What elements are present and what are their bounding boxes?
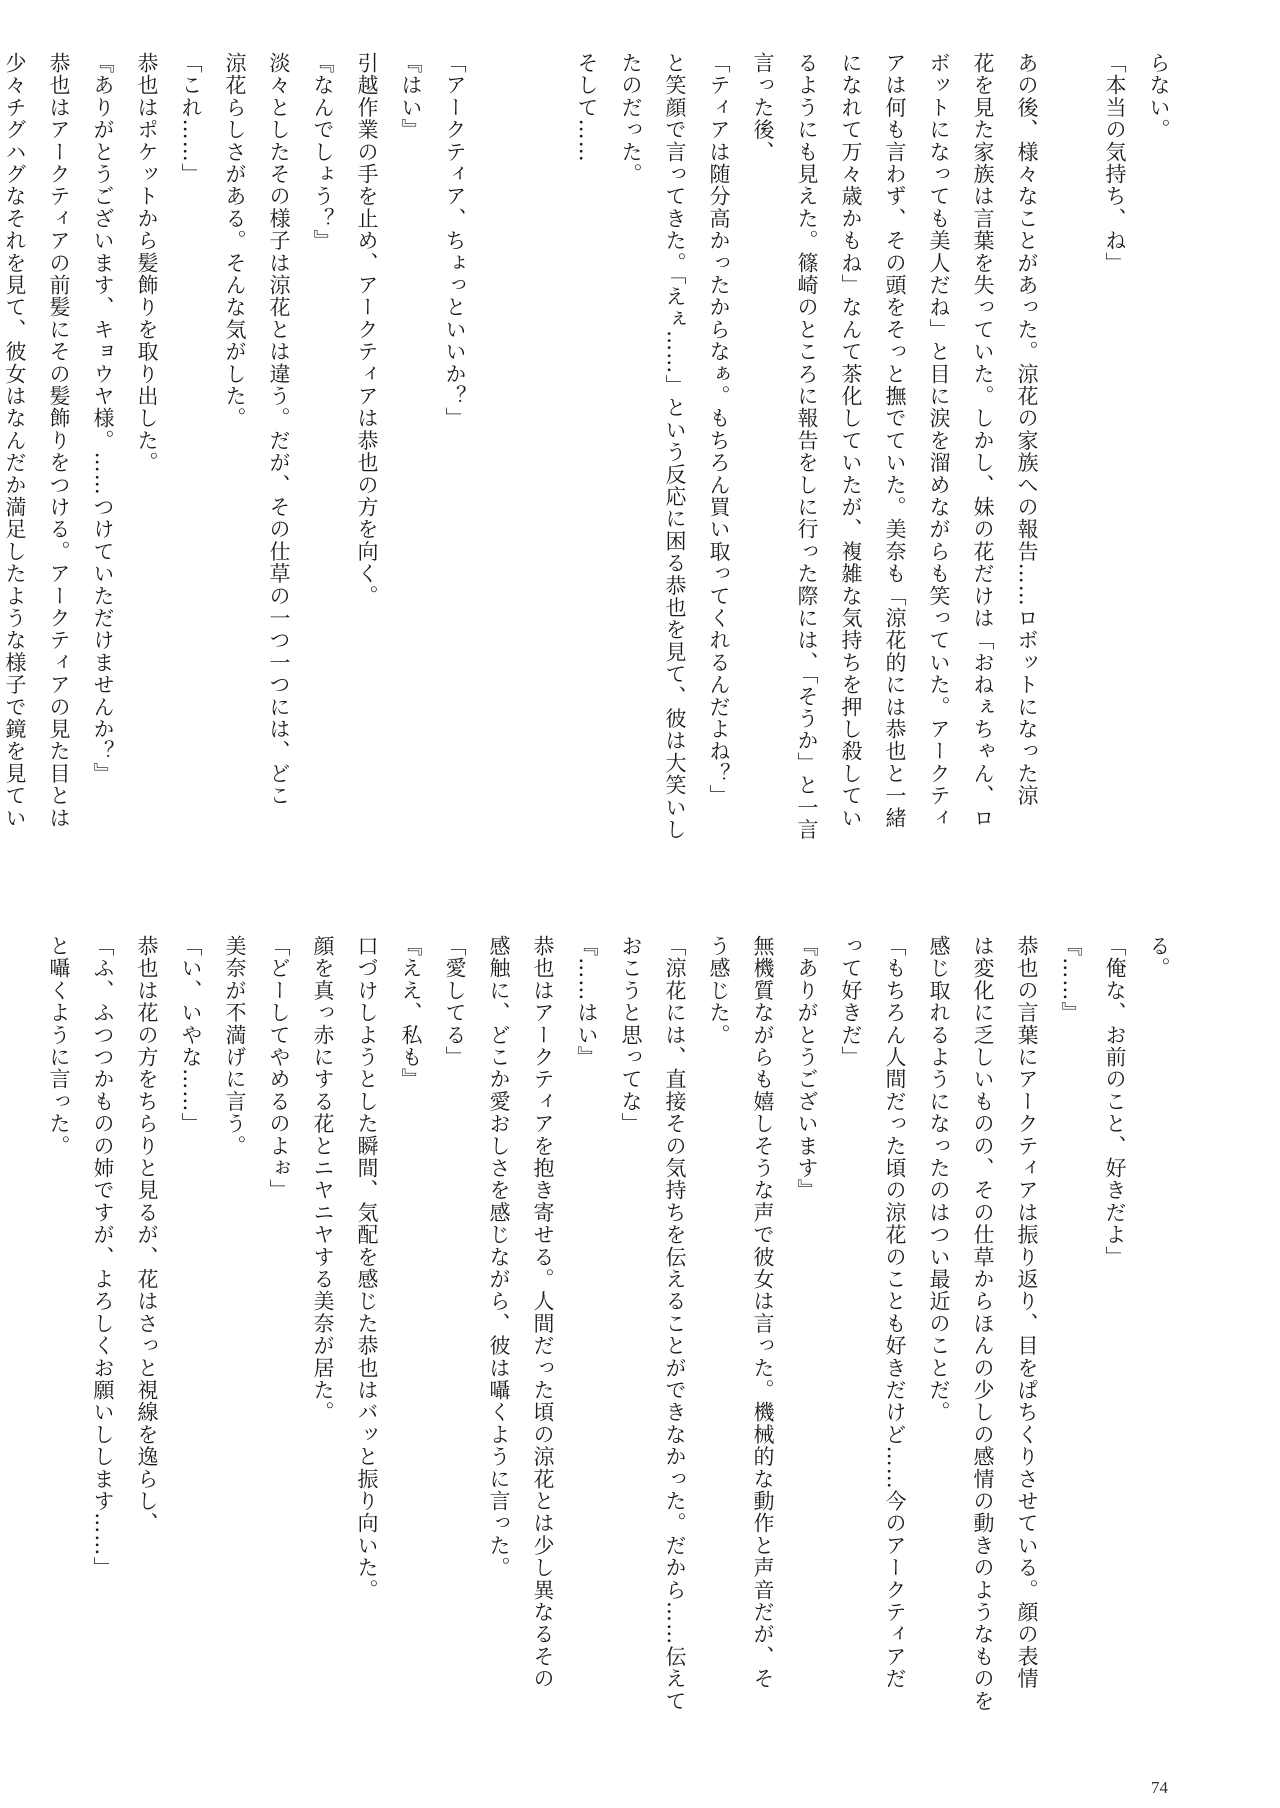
page-number: 74 <box>1151 1778 1168 1797</box>
text-line: 「これ……」 <box>179 52 203 186</box>
text-line: 「涼花には、直接その気持ちを伝えることができなかった。だから……伝えて <box>663 935 687 1712</box>
text-line: 「もちろん人間だった頃の涼花のことも好きだけど……今のアークティアだ <box>883 935 907 1690</box>
text-line: って好きだ」 <box>839 935 863 1069</box>
text-line: と囁くように言った。 <box>47 935 71 1157</box>
text-block-lower <box>47 935 1181 1765</box>
text-line: 「ティアは随分高かったからなぁ。もちろん買い取ってくれるんだよね？」 <box>707 52 731 807</box>
text-line: あの後、様々なことがあった。涼花の家族への報告……ロボットになった涼 <box>1015 52 1039 807</box>
text-line: 『はい』 <box>399 52 423 141</box>
text-line: 恭也はアークティアを抱き寄せる。人間だった頃の涼花とは少し異なるその <box>531 935 555 1690</box>
text-block-upper <box>3 52 1181 890</box>
text-line: らない。 <box>1147 52 1171 141</box>
text-line: になれて万々歳かもね」なんて茶化していたが、複雑な気持ちを押し殺してい <box>839 52 863 829</box>
text-line <box>521 52 565 890</box>
text-line: 『ありがとうございます、キョウヤ様。……つけていただけませんか？』 <box>91 52 115 785</box>
text-line: 引越作業の手を止め、アークティアは恭也の方を向く。 <box>355 52 379 607</box>
text-line: は変化に乏しいものの、その仕草からほんの少しの感情の動きのようなものを <box>971 935 995 1712</box>
text-line: 「アークティア、ちょっといいか？」 <box>443 52 467 430</box>
text-line: 恭也はアークティアの前髪にその髪飾りをつける。アークティアの見た目とは <box>47 52 71 829</box>
text-line: 『ええ、私も』 <box>399 935 423 1091</box>
text-line: 恭也の言葉にアークティアは振り返り、目をぱちくりさせている。顔の表情 <box>1015 935 1039 1690</box>
text-line: 『なんでしょう？』 <box>311 52 335 252</box>
text-line: 「俺な、お前のこと、好きだよ」 <box>1103 935 1127 1268</box>
text-line: る。 <box>1147 935 1171 980</box>
text-line: 感触に、どこか愛おしさを感じながら、彼は囁くように言った。 <box>487 935 511 1579</box>
text-line <box>477 52 521 890</box>
text-line: おこうと思ってな」 <box>619 935 643 1135</box>
text-line: 美奈が不満げに言う。 <box>223 935 247 1157</box>
text-line: たのだった。 <box>619 52 643 186</box>
text-line: 無機質ながらも嬉しそうな声で彼女は言った。機械的な動作と声音だが、そ <box>751 935 775 1690</box>
text-line: 感じ取れるようになったのはつい最近のことだ。 <box>927 935 951 1424</box>
text-line: 「ふ、ふつつかものの姉ですが、よろしくお願いしします……」 <box>91 935 115 1579</box>
text-line: 顔を真っ赤にする花とニヤニヤする美奈が居た。 <box>311 935 335 1424</box>
text-line: 「どーしてやめるのよぉ」 <box>267 935 291 1202</box>
text-line <box>1049 52 1093 890</box>
text-line: 『ありがとうございます』 <box>795 935 819 1202</box>
text-line: と笑顔で言ってきた。「えぇ……」という反応に困る恭也を見て、彼は大笑いし <box>663 52 687 841</box>
text-line: 少々チグハグなそれを見て、彼女はなんだか満足したような様子で鏡を見てい <box>3 52 27 829</box>
text-line: 恭也は花の方をちらりと見るが、花はさっと視線を逸らし、 <box>135 935 159 1535</box>
text-line: 花を見た家族は言葉を失っていた。しかし、妹の花だけは「おねぇちゃん、ロ <box>971 52 995 829</box>
text-line: 「本当の気持ち、ね」 <box>1103 52 1127 274</box>
text-line: 涼花らしさがある。そんな気がした。 <box>223 52 247 430</box>
text-line: アは何も言わず、その頭をそっと撫でていた。美奈も「涼花的には恭也と一緒 <box>883 52 907 829</box>
text-line: 「い、いやな……」 <box>179 935 203 1135</box>
text-line: 恭也はポケットから髪飾りを取り出した。 <box>135 52 159 474</box>
text-line: 口づけしようとした瞬間、気配を感じた恭也はバッと振り向いた。 <box>355 935 379 1601</box>
text-line: 淡々としたその様子は涼花とは違う。だが、その仕草の一つ一つには、どこ <box>267 52 291 807</box>
text-line: 『……』 <box>1059 935 1083 1024</box>
text-line: るようにも見えた。篠崎のところに報告をしに行った際には、「そうか」と一言 <box>795 52 819 841</box>
text-line: そして…… <box>575 52 599 163</box>
text-line: 「愛してる」 <box>443 935 467 1069</box>
text-line: 言った後、 <box>751 52 775 163</box>
text-line: う感じた。 <box>707 935 731 1046</box>
text-line: 『……はい』 <box>575 935 599 1069</box>
text-line: ボットになっても美人だね」と目に涙を溜めながらも笑っていた。アークティ <box>927 52 951 829</box>
